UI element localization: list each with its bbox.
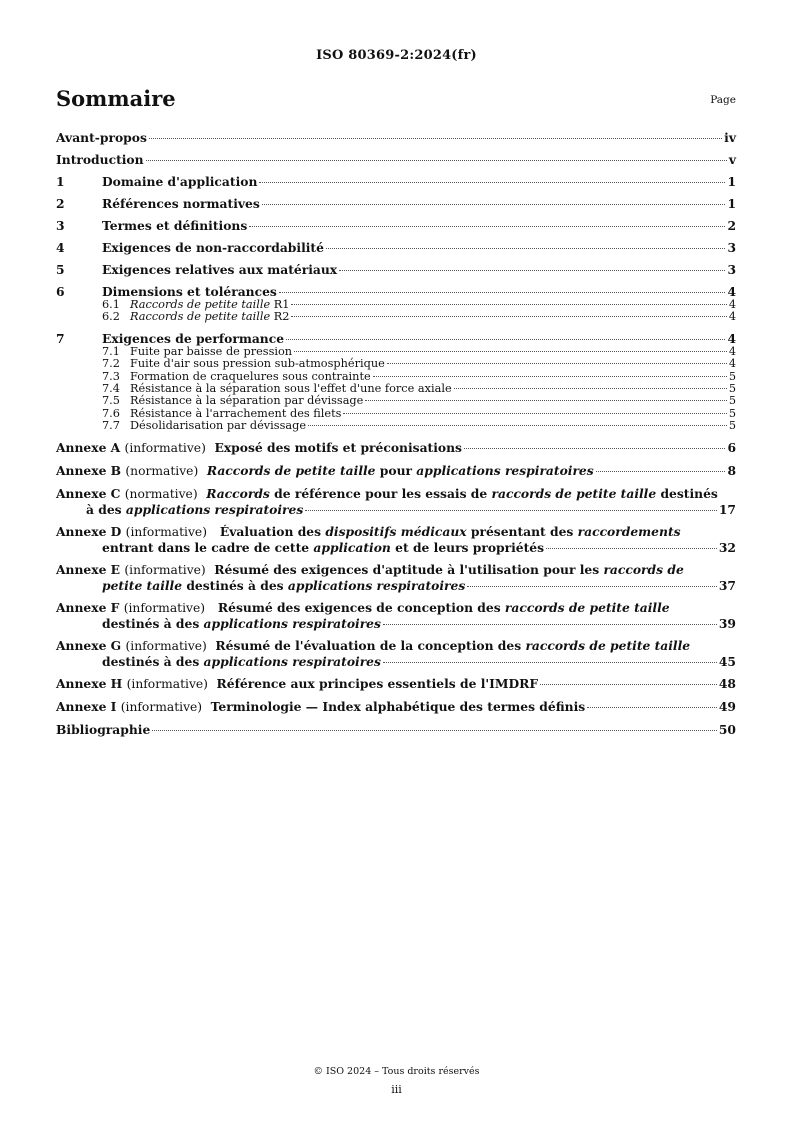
page-number: iii <box>391 1083 402 1096</box>
toc-subsection-7-7[interactable]: 7.7 Désolidarisation par dévissage 5 <box>102 419 736 433</box>
toc-title: Sommaire <box>56 86 176 111</box>
toc-annex-b[interactable]: Annexe B (normative) Raccords de petite taille pour applications respiratoires 8 <box>56 462 736 478</box>
copyright-notice: © ISO 2024 – Tous droits réservés <box>313 1066 480 1077</box>
toc-entry-foreword[interactable]: Avant-propos iv <box>56 130 736 145</box>
toc-section-4[interactable]: 4 Exigences de non-raccordabilité 3 <box>56 240 736 255</box>
toc-annex-g[interactable]: Annexe G (informative) Résumé de l'évaluation de la conception des raccords de petite taille destinés à des applications respiratoires 45 <box>56 637 736 669</box>
toc-section-5[interactable]: 5 Exigences relatives aux matériaux 3 <box>56 262 736 277</box>
toc-annex-f[interactable]: Annexe F (informative) Résumé des exigences de conception des raccords de petite taille destinés à des applications respiratoires 39 <box>56 599 736 631</box>
toc-entry-introduction[interactable]: Introduction v <box>56 152 736 167</box>
toc-section-7[interactable]: 7 Exigences de performance 4 <box>56 330 736 346</box>
toc-annex-d[interactable]: Annexe D (informative) Évaluation des dispositifs médicaux présentant des raccordements entrant dans le cadre de cette application et de leurs propriétés 32 <box>56 523 736 555</box>
toc-subsection-7-4[interactable]: 7.4 Résistance à la séparation sous l'effet d'une force axiale 5 <box>102 382 736 396</box>
toc-annex-e[interactable]: Annexe E (informative) Résumé des exigences d'aptitude à l'utilisation pour les raccords de petite taille destinés à des applications respiratoires 37 <box>56 561 736 593</box>
toc-section-6[interactable]: 6 Dimensions et tolérances 4 <box>56 284 736 299</box>
toc-annex-i[interactable]: Annexe I (informative) Terminologie — Index alphabétique des termes définis 49 <box>56 698 736 714</box>
toc-section-1[interactable]: 1 Domaine d'application 1 <box>56 174 736 189</box>
page-column-label: Page <box>710 94 736 106</box>
document-id: ISO 80369-2:2024(fr) <box>316 48 477 63</box>
toc-section-2[interactable]: 2 Références normatives 1 <box>56 196 736 211</box>
toc-subsection-7-5[interactable]: 7.5 Résistance à la séparation par dévissage 5 <box>102 394 736 408</box>
toc-bibliography[interactable]: Bibliographie 50 <box>56 721 736 737</box>
toc-header <box>56 86 736 112</box>
toc-subsection-7-1[interactable]: 7.1 Fuite par baisse de pression 4 <box>102 344 736 358</box>
toc-annex-a[interactable]: Annexe A (informative) Exposé des motifs et préconisations 6 <box>56 439 736 455</box>
toc-subsection-7-6[interactable]: 7.6 Résistance à l'arrachement des filets 5 <box>102 406 736 420</box>
table-of-contents <box>56 130 736 737</box>
toc-subsection-6-2[interactable]: 6.2 Raccords de petite taille R2 4 <box>102 310 736 324</box>
toc-annex-c[interactable]: Annexe C (normative) Raccords de référence pour les essais de raccords de petite taille destinés à des applications respiratoires 17 <box>56 485 736 517</box>
toc-subsection-7-3[interactable]: 7.3 Formation de craquelures sous contrainte 5 <box>102 369 736 383</box>
toc-subsection-6-1[interactable]: 6.1 Raccords de petite taille R1 4 <box>102 298 736 311</box>
toc-section-3[interactable]: 3 Termes et définitions 2 <box>56 218 736 233</box>
toc-annex-h[interactable]: Annexe H (informative) Référence aux principes essentiels de l'IMDRF 48 <box>56 675 736 691</box>
toc-subsection-7-2[interactable]: 7.2 Fuite d'air sous pression sub-atmosphérique 4 <box>102 357 736 371</box>
